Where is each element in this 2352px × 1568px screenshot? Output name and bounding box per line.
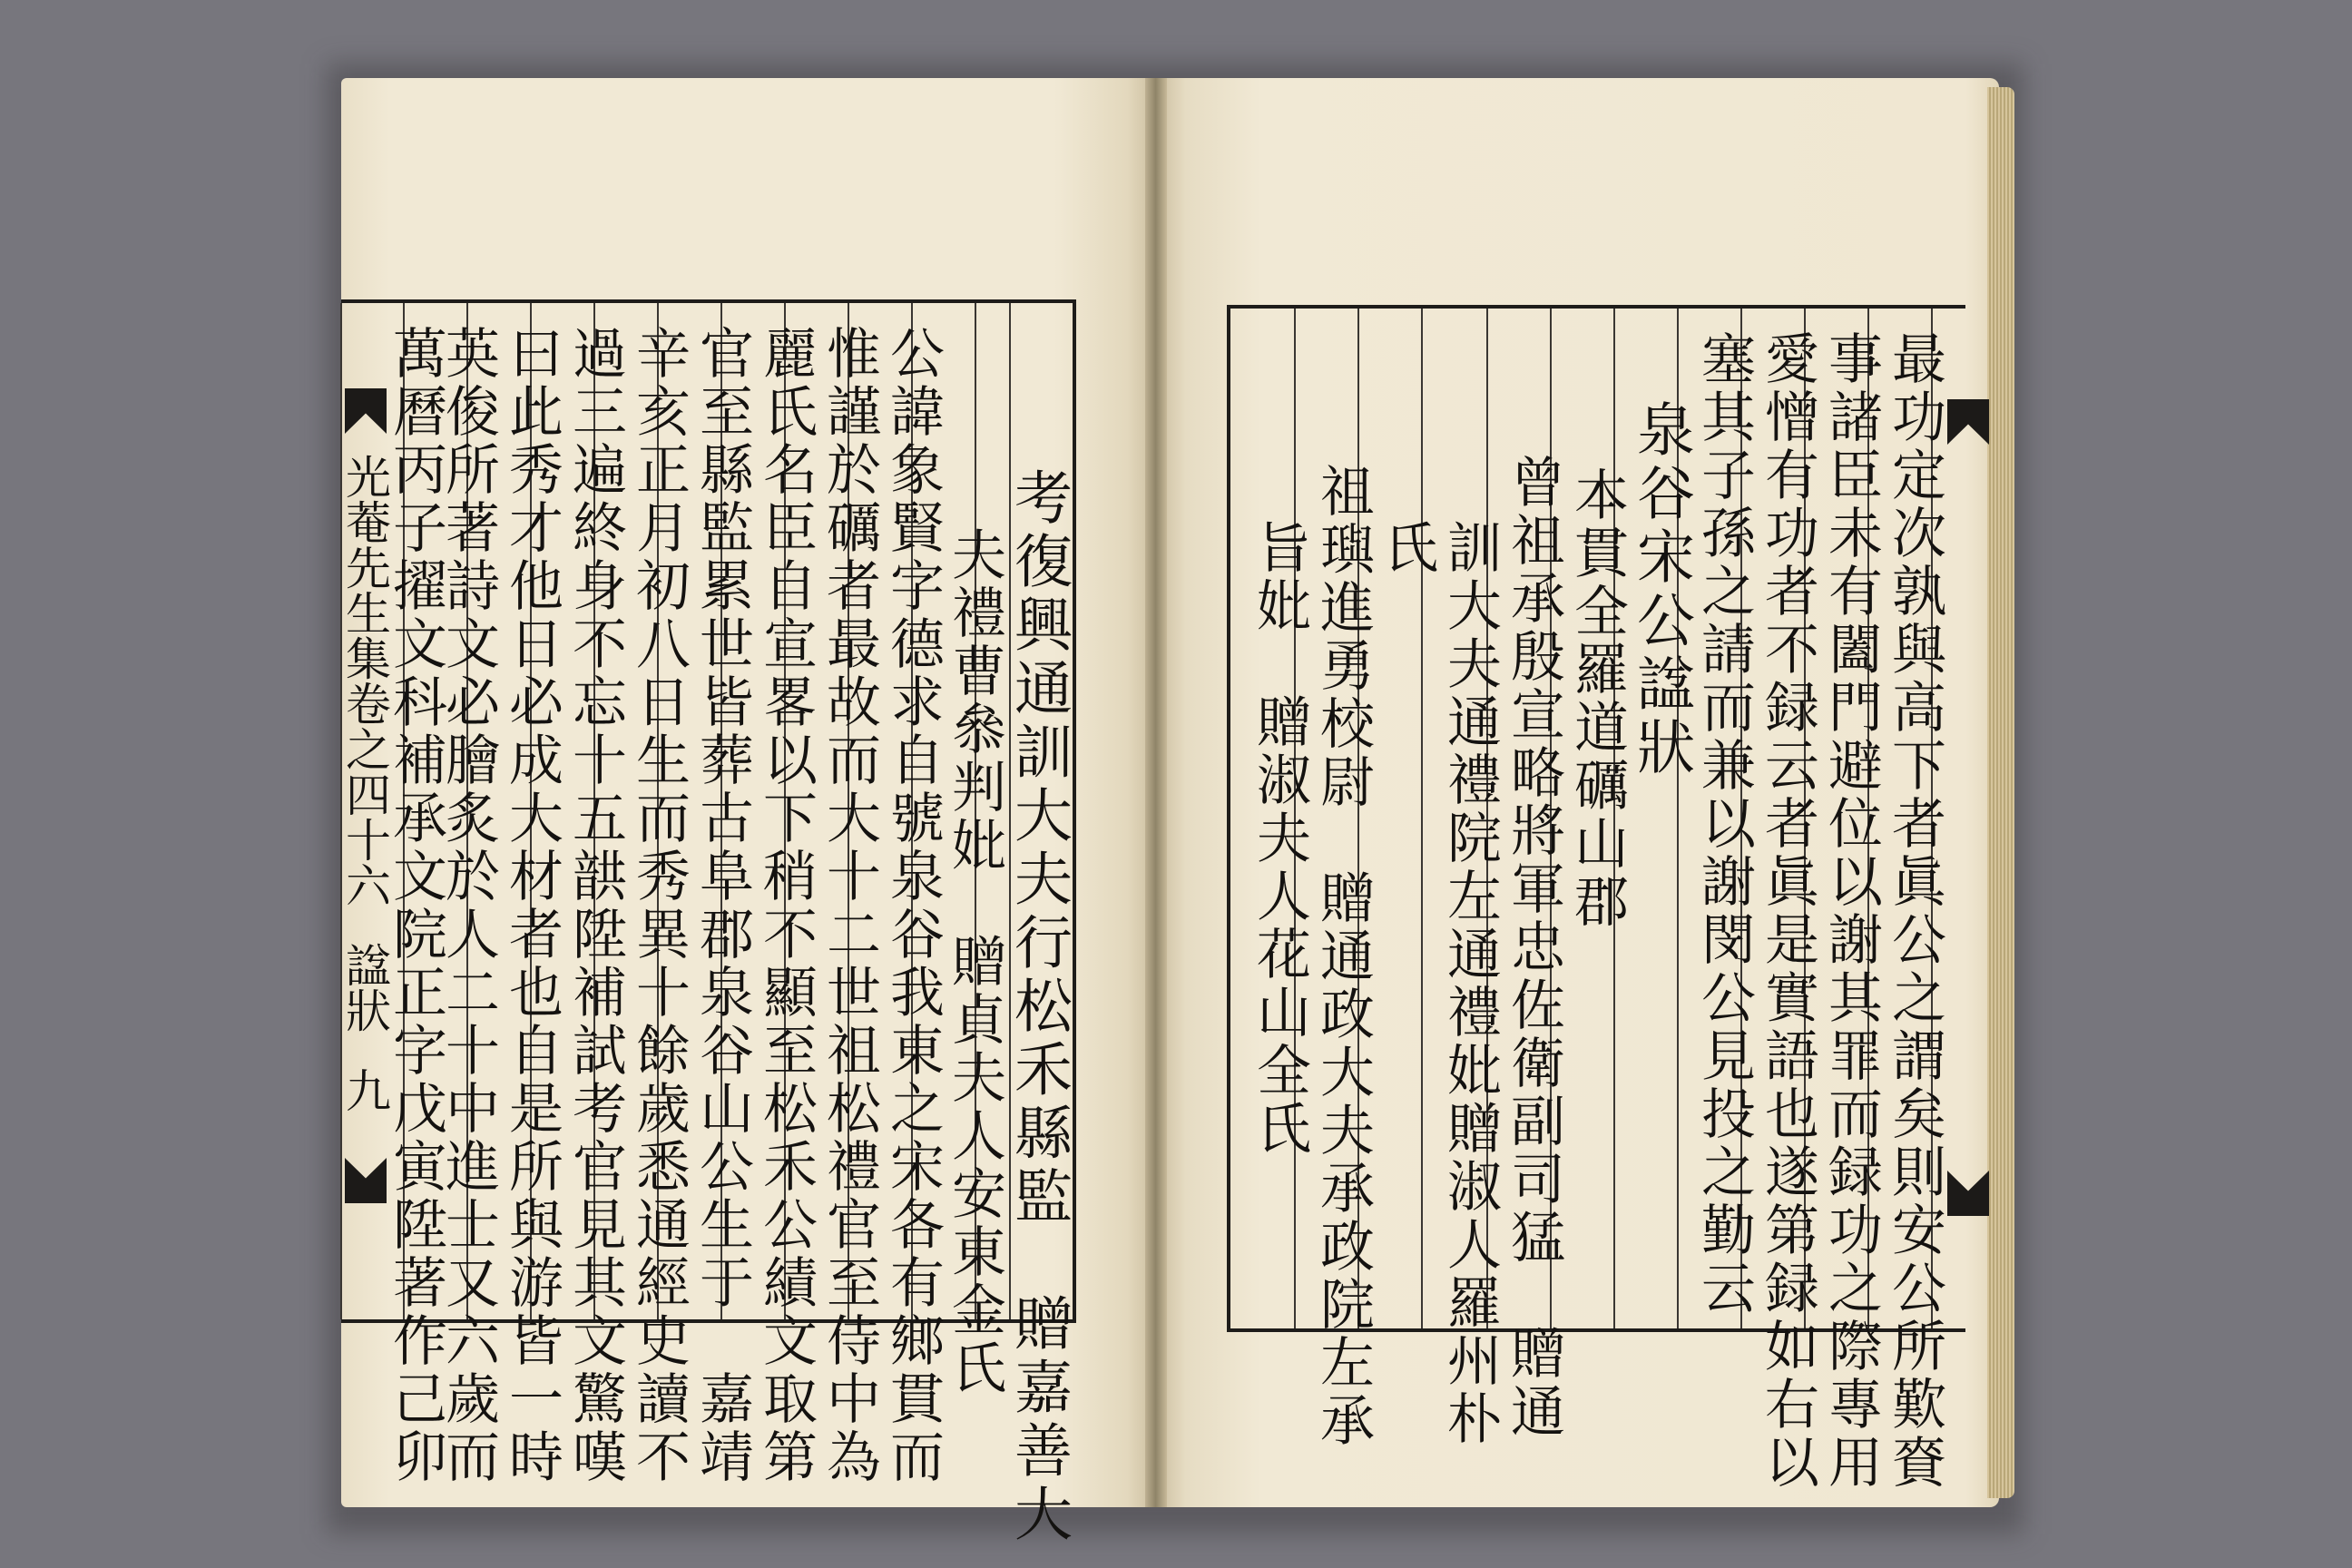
text-column: 英俊所著詩文必膾炙於人二十中進士又六歲而 xyxy=(436,325,500,1486)
text-column: 旨妣 贈淑夫人花山全氏 xyxy=(1248,519,1311,1158)
text-column: 過三遍終身不忘十五𩐠陞補試考官見其文驚嘆 xyxy=(564,325,627,1486)
margin-page-number: 九 xyxy=(338,1067,391,1112)
text-column: 愛憎有功者不録云者眞是實語也遂第録如右以 xyxy=(1756,330,1819,1492)
text-column: 公諱象賢字德求自號泉谷我東之宋各有鄉貫而 xyxy=(881,325,945,1486)
text-column: 氏 xyxy=(1375,519,1438,577)
text-column: 曾祖承殷宣略將軍忠佐衛副司猛 贈通 xyxy=(1502,454,1565,1441)
text-column: 本貫全羅道礪山郡 xyxy=(1565,466,1629,931)
text-column: 夫禮曹叅判妣 贈貞夫人安東金氏 xyxy=(943,526,1006,1397)
text-column: 考復興通訓大夫行松禾縣監 贈嘉善大 xyxy=(1004,467,1072,1547)
text-column: 塞其子孫之請而兼以謝閔公見投之勤云 xyxy=(1692,330,1756,1318)
text-column: 曰此秀才他日必成大材者也自是所與游皆一時 xyxy=(500,325,564,1486)
margin-section-title: 諡狀 xyxy=(338,942,391,1033)
text-column: 事諸臣未有闔門避位以謝其罪而録功之際專用 xyxy=(1819,330,1883,1492)
margin-book-title: 光菴先生集卷之四十六 xyxy=(338,454,391,907)
text-column: 祖璵進勇校尉 贈通政大夫承政院左承 xyxy=(1311,463,1375,1450)
section-heading: 泉谷宋公諡狀 xyxy=(1627,399,1694,780)
text-column: 萬曆丙子擢文科補承文院正字戊寅陞著作己卯 xyxy=(384,325,447,1486)
page-edges xyxy=(1987,87,2014,1498)
text-column: 訓大夫通禮院左通禮妣贈淑人羅州朴 xyxy=(1438,519,1502,1448)
text-column: 惟謹於礪者最故而大十二世祖松禮官至侍中為 xyxy=(818,325,881,1486)
column-rule xyxy=(1421,309,1423,1328)
text-column: 辛亥正月初八日生而秀異十餘歲悉通經史讀不 xyxy=(627,325,691,1486)
text-column: 最功定次孰與高下者眞公之謂矣則安公所歎𧶘 xyxy=(1883,330,1946,1492)
book-gutter xyxy=(1145,78,1167,1507)
text-column: 麗氏名臣自宣畧以下稍不顯至松禾公績文取第 xyxy=(754,325,818,1486)
text-column: 官至縣監累世皆葬古阜郡泉谷山公生于 嘉靖 xyxy=(691,325,754,1486)
